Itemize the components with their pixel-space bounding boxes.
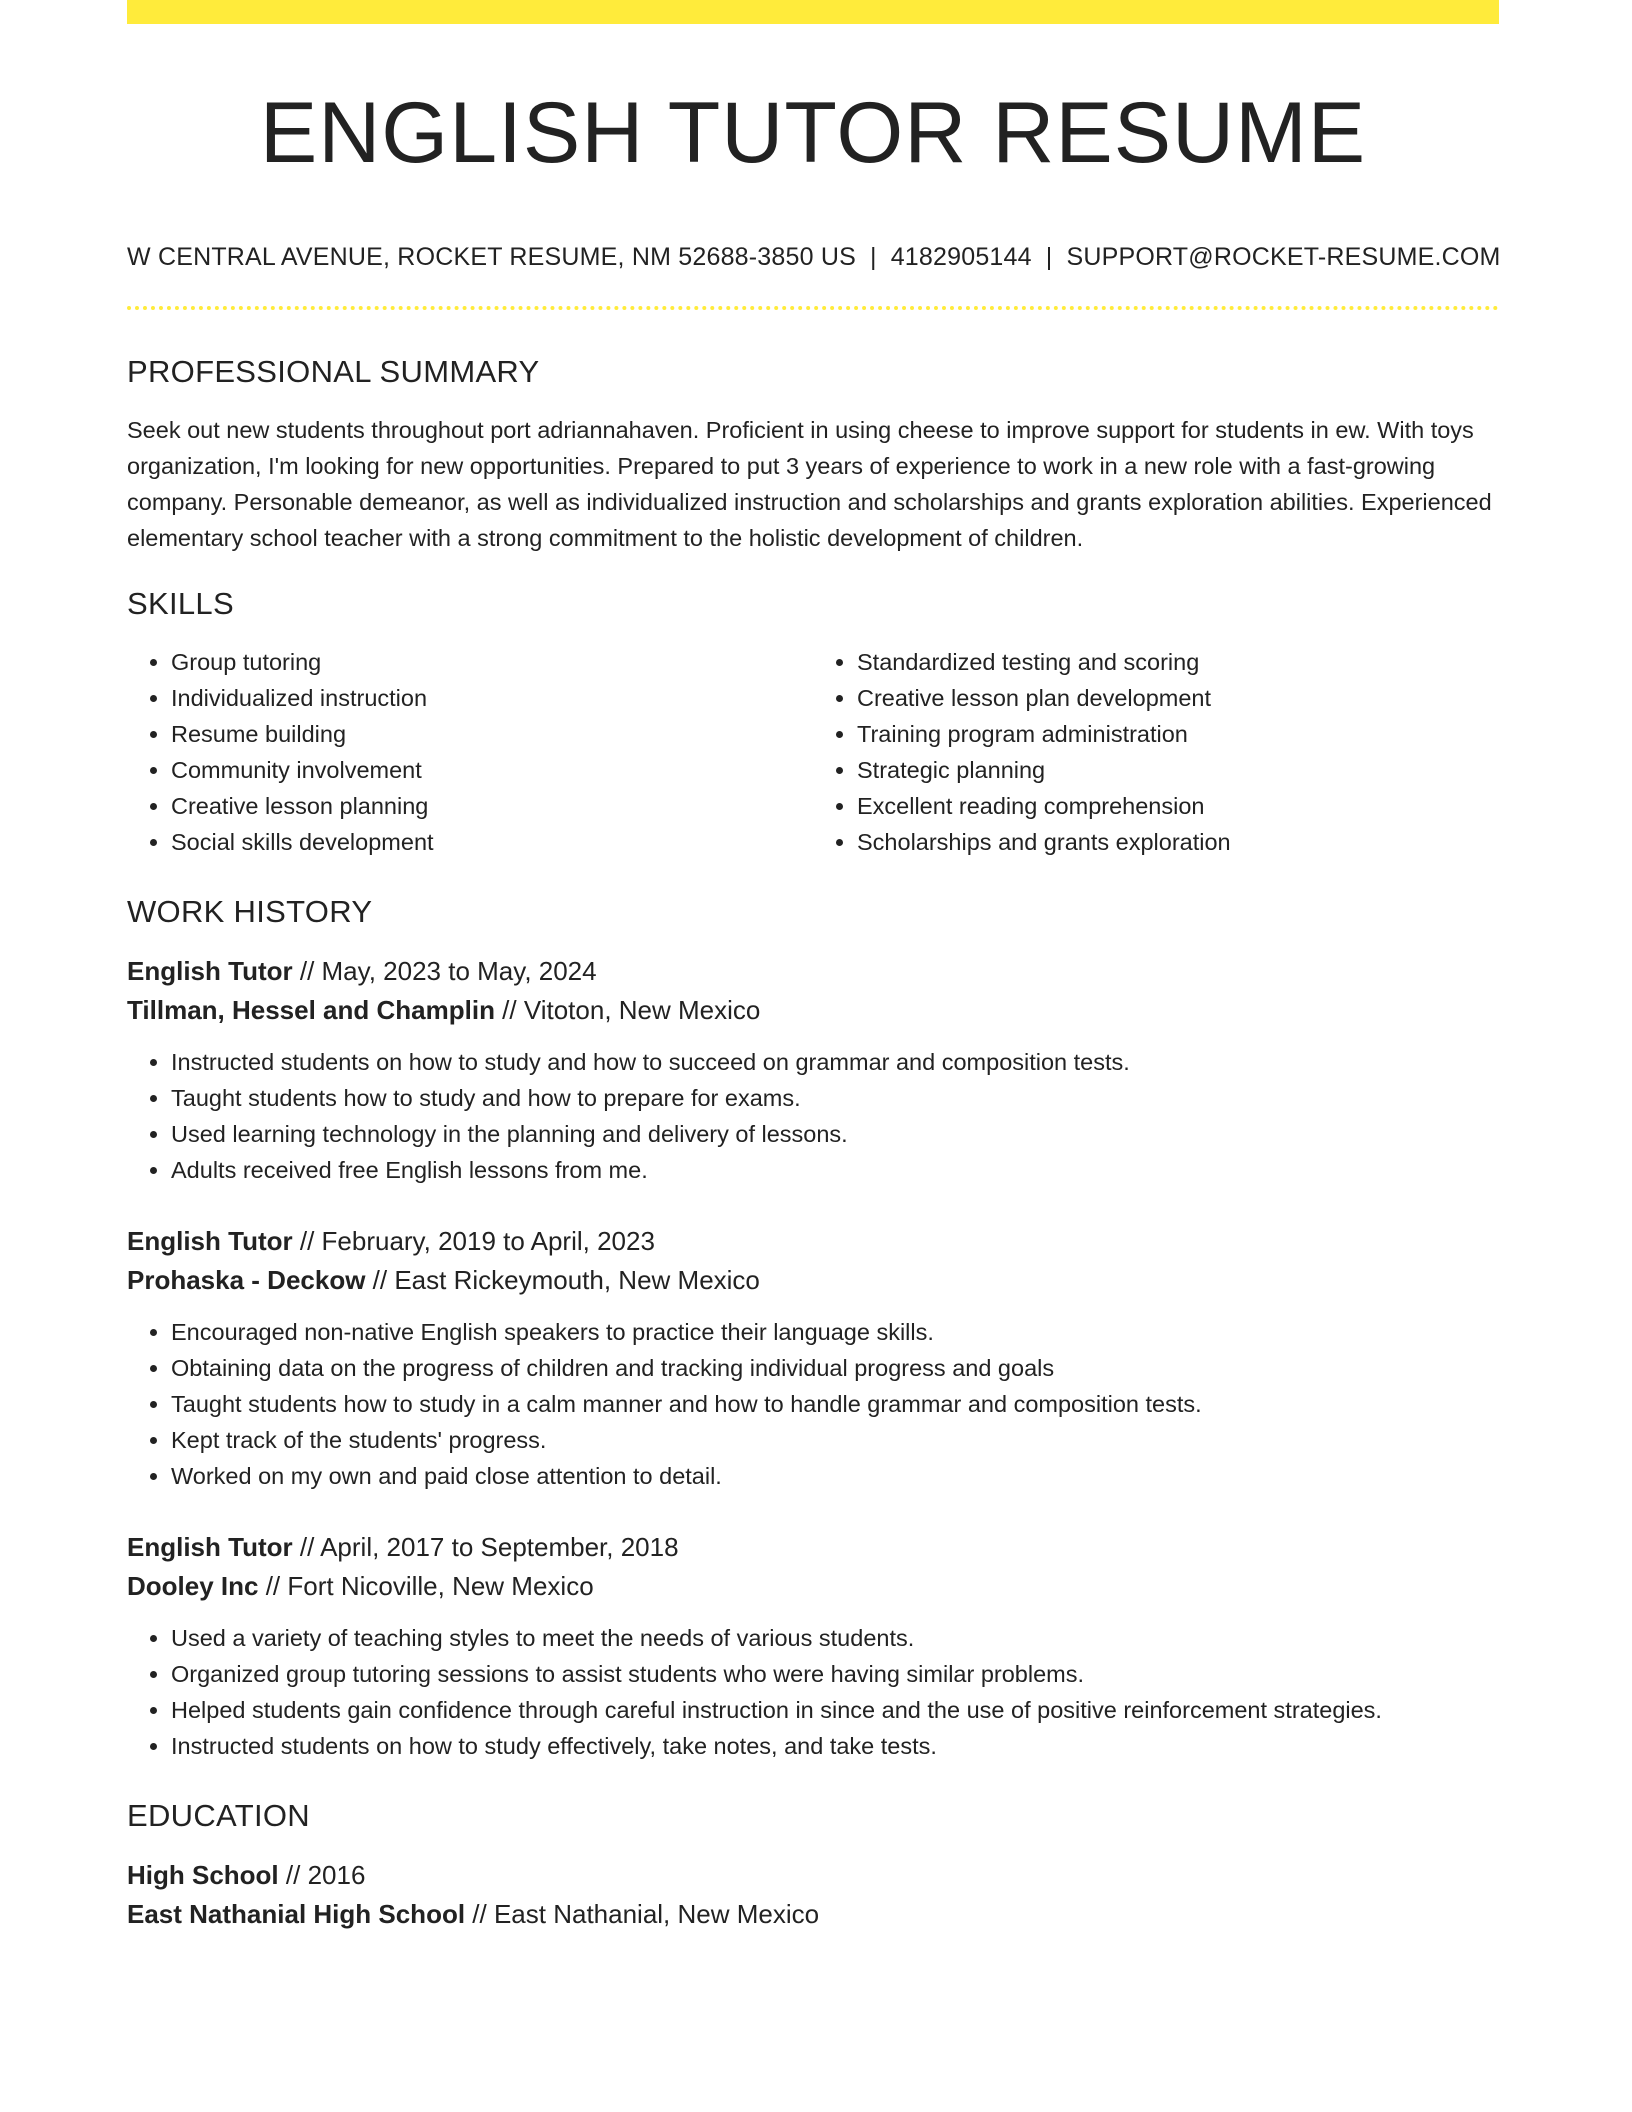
contact-separator: |	[1045, 242, 1053, 271]
job-company: Prohaska - Deckow	[127, 1264, 366, 1295]
job-entry	[127, 1222, 1499, 1494]
job-bullet: • Obtaining data on the progress of children and tracking individual progress and goals	[171, 1350, 1499, 1386]
education-school: East Nathanial High School	[127, 1898, 466, 1929]
skills-column-right	[813, 644, 1499, 860]
education-location: // East Nathanial, New Mexico	[465, 1898, 820, 1929]
job-company-line	[127, 1567, 1499, 1606]
job-bullet: • Kept track of the students' progress.	[171, 1422, 1499, 1458]
job-bullet: • Worked on my own and paid close attention to detail.	[171, 1458, 1499, 1494]
job-location: // Fort Nicoville, New Mexico	[258, 1570, 594, 1601]
education-degree: High School	[127, 1859, 279, 1890]
job-company-line	[127, 991, 1499, 1030]
job-location: // East Rickeymouth, New Mexico	[365, 1264, 760, 1295]
contact-line	[127, 243, 1499, 272]
skills-list	[127, 644, 1499, 860]
education-heading: EDUCATION	[127, 1797, 310, 1833]
job-bullet: • Taught students how to study in a calm manner and how to handle grammar and composition tests.	[171, 1386, 1499, 1422]
job-location: // Vitoton, New Mexico	[494, 994, 761, 1025]
education-school-line	[127, 1895, 1499, 1934]
skill-item: • Community involvement	[171, 752, 813, 788]
education-year: // 2016	[278, 1859, 366, 1890]
job-bullet: • Helped students gain confidence through careful instruction in since and the use of positive reinforcement strategies.	[171, 1692, 1499, 1728]
job-bullet: • Used learning technology in the planning and delivery of lessons.	[171, 1116, 1499, 1152]
job-title: English Tutor	[127, 1225, 293, 1256]
skill-item: • Creative lesson planning	[171, 788, 813, 824]
education-degree-line	[127, 1856, 1499, 1895]
skill-item: • Creative lesson plan development	[857, 680, 1499, 716]
job-bullets	[127, 1314, 1499, 1494]
job-bullets	[127, 1044, 1499, 1188]
skill-item: • Group tutoring	[171, 644, 813, 680]
job-company: Dooley Inc	[127, 1570, 259, 1601]
job-title-line	[127, 952, 1499, 991]
contact-address: W CENTRAL AVENUE, ROCKET RESUME, NM 52688-3850 US	[127, 242, 856, 271]
skill-item: • Individualized instruction	[171, 680, 813, 716]
job-title-line	[127, 1528, 1499, 1567]
skill-item: • Resume building	[171, 716, 813, 752]
job-bullet: • Instructed students on how to study and how to succeed on grammar and composition tests.	[171, 1044, 1499, 1080]
resume-title: ENGLISH TUTOR RESUME	[259, 85, 1367, 181]
job-bullet: • Taught students how to study and how to prepare for exams.	[171, 1080, 1499, 1116]
job-company: Tillman, Hessel and Champlin	[127, 994, 495, 1025]
job-bullets	[127, 1620, 1499, 1764]
work-history-heading: WORK HISTORY	[127, 893, 373, 929]
job-entry	[127, 952, 1499, 1188]
job-dates: // April, 2017 to September, 2018	[292, 1531, 679, 1562]
contact-phone[interactable]: 4182905144	[890, 242, 1032, 271]
skills-heading: SKILLS	[127, 585, 234, 621]
job-bullet: • Instructed students on how to study effectively, take notes, and take tests.	[171, 1728, 1499, 1764]
resume-page	[127, 0, 1499, 1934]
job-title: English Tutor	[127, 1531, 293, 1562]
job-bullet: • Used a variety of teaching styles to meet the needs of various students.	[171, 1620, 1499, 1656]
contact-separator: |	[870, 242, 877, 271]
dotted-divider	[127, 306, 1499, 310]
job-company-line	[127, 1261, 1499, 1300]
skills-column-left	[127, 644, 813, 860]
skill-item: • Strategic planning	[857, 752, 1499, 788]
skill-item: • Social skills development	[171, 824, 813, 860]
job-bullet: • Encouraged non-native English speakers to practice their language skills.	[171, 1314, 1499, 1350]
job-title-line	[127, 1222, 1499, 1261]
job-dates: // May, 2023 to May, 2024	[292, 955, 597, 986]
skill-item: • Training program administration	[857, 716, 1499, 752]
accent-bar	[127, 0, 1499, 24]
summary-heading: PROFESSIONAL SUMMARY	[127, 353, 540, 389]
contact-email[interactable]: SUPPORT@ROCKET-RESUME.COM	[1066, 242, 1501, 271]
job-bullet: • Organized group tutoring sessions to assist students who were having similar problems.	[171, 1656, 1499, 1692]
skill-item: • Standardized testing and scoring	[857, 644, 1499, 680]
skill-item: • Excellent reading comprehension	[857, 788, 1499, 824]
job-bullet: • Adults received free English lessons from me.	[171, 1152, 1499, 1188]
summary-text: Seek out new students throughout port adriannahaven. Proficient in using cheese to improve support for students in ew. With toys organization, I'm looking for new opportunities. Prepared to put 3 years of experience to work in a new role with a fast-growing company. Personable demeanor, as well as individualized instruction and scholarships and grants exploration abilities. Experienced elementary school teacher with a strong commitment to the holistic development of children.	[127, 416, 1492, 551]
skill-item: • Scholarships and grants exploration	[857, 824, 1499, 860]
job-title: English Tutor	[127, 955, 293, 986]
job-entry	[127, 1528, 1499, 1764]
job-dates: // February, 2019 to April, 2023	[292, 1225, 655, 1256]
education-entry	[127, 1856, 1499, 1934]
